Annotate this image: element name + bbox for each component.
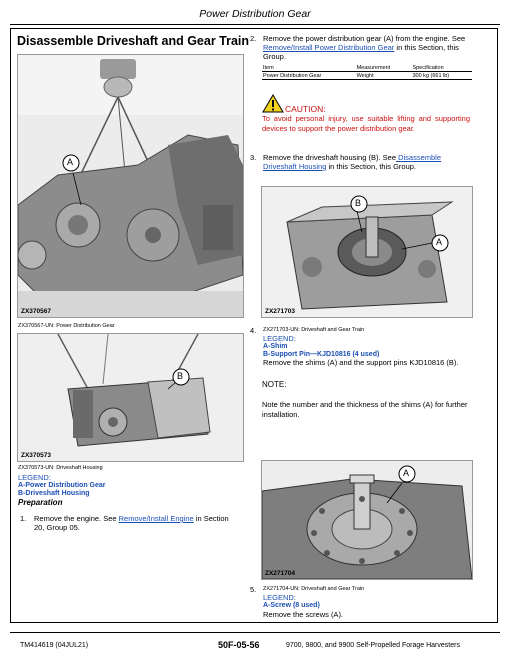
- photo-id: ZX271703: [265, 308, 295, 315]
- link-disassemble-driveshaft-housing[interactable]: Disassemble Driveshaft Housing: [263, 153, 442, 171]
- link-remove-install-power-distribution-gear[interactable]: Remove/Install Power Distribution Gear: [263, 43, 395, 52]
- photo-power-distribution-gear: [17, 54, 244, 318]
- legend-item: B-Support Pin—KJD10816 (4 used): [263, 351, 380, 358]
- callout-a: A: [403, 468, 410, 478]
- footer-doc-id: TM414619 (04JUL21): [20, 642, 89, 649]
- link-remove-install-engine[interactable]: Remove/Install Engine: [118, 514, 194, 523]
- photo-driveshaft-gear-train-shims: [261, 186, 473, 318]
- table-header: Measurement: [356, 64, 412, 72]
- table-row: [262, 72, 472, 80]
- footer-page-number: 50F-05-56: [218, 640, 260, 650]
- note-text: Note the number and the thickness of the shims (A) for further installation.: [262, 400, 468, 419]
- preparation-heading: Preparation: [18, 498, 63, 507]
- caution-title: CAUTION:: [285, 104, 326, 114]
- legend-label: LEGEND:: [263, 334, 296, 343]
- legend-item: A-Power Distribution Gear: [18, 482, 106, 489]
- step-text: Remove the power distribution gear (A) from the engine. See: [263, 34, 466, 43]
- legend-label: LEGEND:: [263, 593, 296, 602]
- step-text: in this Section, this Group.: [263, 43, 459, 61]
- step-text: Remove the driveshaft housing (B). See: [263, 153, 396, 162]
- step-text: in Section 20, Group 05.: [34, 514, 229, 532]
- photo-driveshaft-gear-train-screws: [261, 460, 473, 580]
- step-number: 1.: [20, 514, 27, 523]
- step-4-text: Remove the shims (A) and the support pins KJD10816 (B).: [263, 358, 459, 367]
- header-rule: [10, 24, 500, 25]
- legend-item: B-Driveshaft Housing: [18, 490, 90, 497]
- table-header-row: [262, 64, 472, 72]
- callout-a: A: [67, 157, 74, 167]
- callout-b: B: [355, 198, 362, 208]
- photo-caption: ZX370567-UN: Power Distribution Gear: [18, 323, 115, 329]
- caution-warning-icon: [262, 94, 284, 113]
- callout-b: B: [177, 371, 184, 381]
- photo-caption: ZX271703-UN: Driveshaft and Gear Train: [263, 327, 365, 333]
- section-title: Disassemble Driveshaft and Gear Train: [17, 34, 250, 48]
- table-header: Item: [262, 64, 356, 72]
- legend-item: A-Shim: [263, 343, 288, 350]
- step-5-text: Remove the screws (A).: [263, 610, 344, 619]
- table-cell: 300 kg (661 lb): [411, 72, 472, 80]
- photo-caption: ZX370573-UN: Driveshaft Housing: [18, 465, 103, 471]
- photo-id: ZX370573: [21, 452, 51, 459]
- photo-driveshaft-housing: [17, 333, 244, 462]
- table-header: Specification: [411, 64, 472, 72]
- legend-label: LEGEND:: [18, 473, 51, 482]
- step-text: in this Section, this Group.: [326, 162, 417, 171]
- step-text: Remove the engine. See: [34, 514, 119, 523]
- table-cell: Weight: [356, 72, 412, 80]
- step-number: 4.: [250, 326, 257, 335]
- step-number: 3.: [250, 153, 257, 162]
- table-cell: Power Distribution Gear: [262, 72, 356, 80]
- legend-item: A-Screw (8 used): [263, 602, 320, 609]
- step-number: 2.: [250, 34, 257, 43]
- footer-rule: [10, 632, 500, 633]
- spec-table: [262, 64, 472, 80]
- page-header: Power Distribution Gear: [199, 8, 311, 20]
- caution-text: To avoid personal injury, use suitable lifting and supporting devices to support the power distribution gear.: [262, 114, 470, 133]
- photo-id: ZX271704: [265, 570, 295, 577]
- photo-id: ZX370567: [21, 308, 51, 315]
- step-number: 5.: [250, 585, 257, 594]
- footer-title: 9700, 9800, and 9900 Self-Propelled Forage Harvesters: [286, 642, 460, 649]
- callout-a: A: [436, 237, 443, 247]
- photo-caption: ZX271704-UN: Driveshaft and Gear Train: [263, 586, 365, 592]
- note-label: NOTE:: [262, 380, 287, 389]
